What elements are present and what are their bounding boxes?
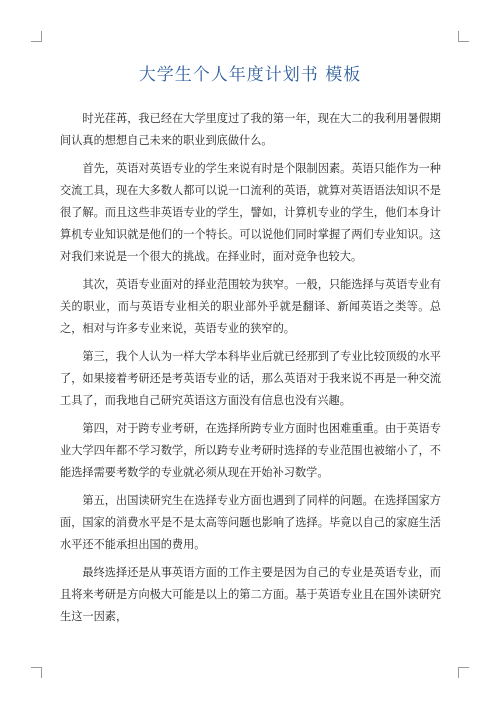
paragraph-fourth: 第四，对于跨专业考研，在选择所跨专业方面时也困难重重。由于英语专业大学四年都不学习数学，所以跨专业考研时选择的专业范围也被缩小了，不能选择需要考数学的专业就必须从现在开始补习数学。: [60, 422, 441, 479]
paragraph-intro: 时光荏苒，我已经在大学里度过了我的第一年，现在大二的我利用暑假期间认真的想想自己未来的职业到底做什么。: [60, 112, 441, 147]
crop-mark-top-right: [458, 31, 469, 42]
paragraph-first: 首先，英语对英语专业的学生来说有时是个限制因素。英语只能作为一种交流工具，现在大多数人都可以说一口流利的英语，就算对英语语法知识不是很了解。而且这些非英语专业的学生，譬如，计算机专业的学生，他们本身计算机专业知识就是他们的一个特长。可以说他们同时掌握了两们专业知识。这对我们来说是一个很大的挑战。在择业时，面对竞争也较大。: [60, 162, 441, 263]
crop-mark-top-left: [31, 31, 42, 42]
crop-mark-bottom-left: [31, 667, 42, 678]
crop-mark-bottom-right: [458, 667, 469, 678]
paragraph-fifth: 第五，出国读研究生在选择专业方面也遇到了同样的问题。在选择国家方面，国家的消费水平是不是太高等问题也影响了选择。毕竟以自己的家庭生活水平还不能承担出国的费用。: [60, 494, 441, 551]
document-title: 大学生个人年度计划书 模板: [138, 65, 362, 85]
paragraph-conclusion: 最终选择还是从事英语方面的工作主要是因为自己的专业是英语专业，而且将来考研是方向极大可能是以上的第二方面。基于英语专业且在国外读研究生这一因素，: [60, 566, 441, 623]
paragraph-second: 其次，英语专业面对的择业范围较为狭窄。一般，只能选择与英语专业有关的职业，而与英语专业相关的职业部外乎就是翻译、新闻英语之类等。总之，相对与许多专业来说，英语专业的狭窄的。: [60, 278, 441, 335]
document-body: [60, 108, 441, 634]
paragraph-third: 第三，我个人认为一样大学本科毕业后就已经那到了专业比较顶级的水平了，如果接着考研还是考英语专业的话，那么英语对于我来说不再是一种交流工具了，而我地自己研究英语这方面没有信息也没有兴趣。: [60, 350, 441, 407]
